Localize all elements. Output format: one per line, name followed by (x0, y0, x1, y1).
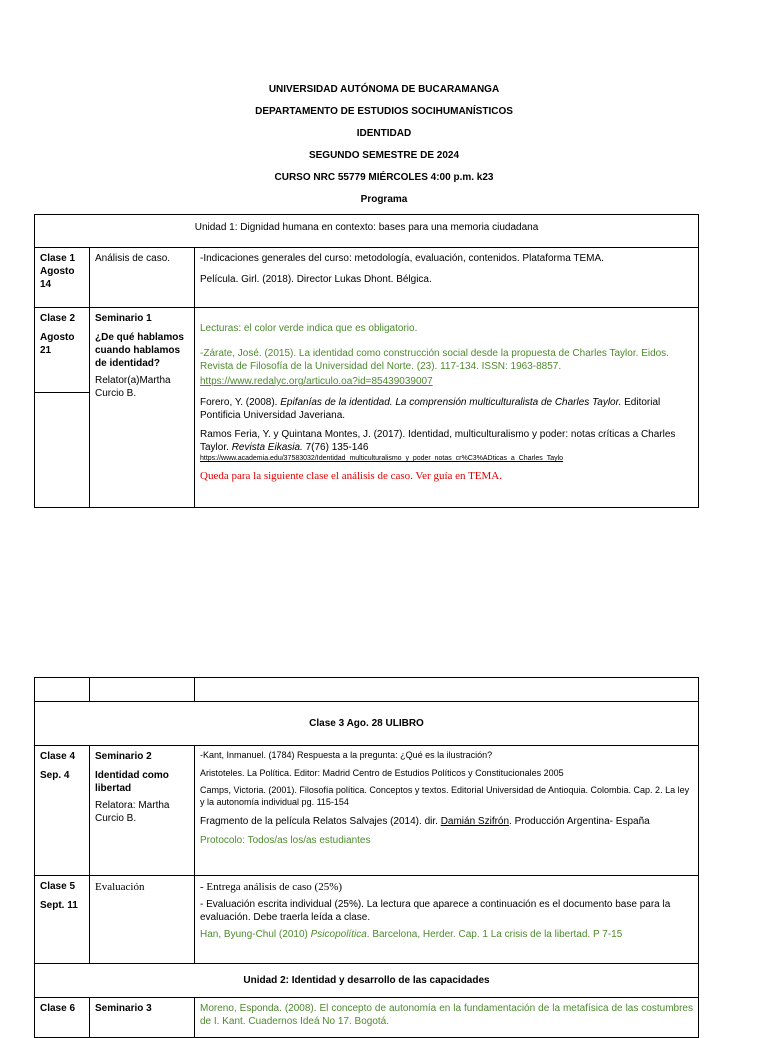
kant-reference: -Kant, Inmanuel. (1784) Respuesta a la pregunta: ¿Qué es la ilustración? (200, 750, 493, 760)
clase-4-day: Sep. 4 (40, 770, 70, 781)
protocolo-note: Protocolo: Todos/as los/as estudiantes (200, 834, 371, 846)
aristoteles-reference: Aristoteles. La Política. Editor: Madrid Centro de Estudios Políticos y Constitucionales 2005 (200, 767, 564, 778)
clase-5-date (35, 876, 90, 964)
seminario-1-label: Seminario 1 (95, 313, 152, 324)
clase-4-content (195, 746, 699, 876)
course-schedule: CURSO NRC 55779 MIÉRCOLES 4:00 p.m. k23 (274, 172, 494, 183)
program-table-1 (34, 214, 699, 508)
clase-4-date (35, 746, 90, 876)
clase-2-date (35, 308, 90, 508)
entrega-note: - Entrega análisis de caso (25%) (200, 881, 343, 893)
ramos-author: Ramos Feria, Y. y Quintana Montes, J. (2017). Identidad, multiculturalismo y poder: notas críticas a Charles Taylor. (200, 429, 676, 453)
university-name: UNIVERSIDAD AUTÓNOMA DE BUCARAMANGA (268, 84, 500, 95)
fragmento-production: . Producción Argentina- España (509, 815, 650, 827)
zarate-link[interactable]: https://www.redalyc.org/articulo.oa?id=85439039007 (200, 376, 433, 387)
moreno-reference: Moreno, Esponda. (2008). El concepto de autonomía en la fundamentación de la metafísica de las costumbres de I. Kant. Cuadernos Ideá No 17. Bogotá. (195, 998, 699, 1038)
clase-5-content (195, 876, 699, 964)
clase-2-content (195, 308, 699, 508)
ramos-reference (200, 428, 693, 454)
empty-cell-1 (35, 678, 90, 702)
seminario-2-topic: Identidad como libertad (95, 770, 169, 794)
forero-publisher: Editorial Pontificia Universidad Javeriana. (200, 397, 661, 421)
semester: SEGUNDO SEMESTRE DE 2024 (308, 150, 460, 161)
department-name: DEPARTAMENTO DE ESTUDIOS SOCIHUMANÍSTICOS (255, 106, 513, 117)
clase-6-activity: Seminario 3 (90, 998, 195, 1038)
clase-2-label: Clase 2 (40, 313, 76, 324)
clase-4-activity (90, 746, 195, 876)
clase-1-date: Clase 1 Agosto 14 (35, 248, 90, 308)
course-name: IDENTIDAD (356, 128, 412, 139)
clase-2-activity (90, 308, 195, 508)
seminario-2-relator: Relatora: Martha Curcio B. (95, 800, 170, 824)
seminario-1-topic: ¿De qué hablamos cuando hablamos de identidad? (95, 332, 184, 369)
forero-title: Epifanías de la identidad. La comprensión multiculturalista de Charles Taylor. (280, 397, 622, 408)
ramos-journal: Revista Eikasia. (231, 442, 303, 453)
ramos-link[interactable]: https://www.academia.edu/37583032/Identidad_multiculturalismo_y_poder_notas_cr%C3%ADticas_a_Charles_Taylo (200, 455, 564, 462)
ramos-pages: 7(76) 135-146 (302, 442, 369, 453)
unit-2-title: Unidad 2: Identidad y desarrollo de las capacidades (35, 964, 699, 998)
forero-author: Forero, Y. (2008). (200, 397, 281, 408)
evaluacion-note: - Evaluación escrita individual (25%). La lectura que aparece a continuación es el documento base para la evaluación. Debe traerla leída a clase. (200, 899, 671, 924)
program-table-2 (34, 677, 699, 1038)
clase-5-day: Sept. 11 (40, 900, 78, 911)
clase-6-date: Clase 6 (35, 998, 90, 1038)
fragmento-director: Damián Szifrón (440, 815, 510, 827)
empty-cell-2 (90, 678, 195, 702)
clase-5-label: Clase 5 (40, 881, 76, 892)
han-reference (200, 928, 693, 941)
program-title: Programa (360, 194, 408, 205)
clase-3-row: Clase 3 Ago. 28 ULIBRO (35, 702, 699, 746)
clase-1-content (195, 248, 699, 308)
han-title: Psicopolítica (310, 929, 367, 941)
han-chapter: . Barcelona, Herder. Cap. 1 La crisis de la libertad. P 7-15 (366, 929, 623, 941)
camps-reference: Camps, Victoria. (2001). Filosofía política. Conceptos y textos. Editorial Universidad de Antioquia. Colombia. Cap. 2. La ley y la autonomía individual pg. 115-154 (200, 785, 690, 808)
clase-1-activity: Análisis de caso. (90, 248, 195, 308)
empty-cell-3 (195, 678, 699, 702)
clase-4-label: Clase 4 (40, 751, 76, 762)
forero-reference (200, 396, 693, 422)
queda-note: Queda para la siguiente clase el análisis de caso. Ver guía en TEMA. (200, 470, 502, 483)
clase-5-activity: Evaluación (90, 876, 195, 964)
zarate-reference: -Zárate, José. (2015). La identidad como construcción social desde la propuesta de Charles Taylor. Eidos. Revista de Filosofía de la Universidad del Norte. (23). 117-134. ISSN: 1963-8857. (200, 348, 669, 372)
han-author: Han, Byung-Chul (2010) (200, 929, 311, 941)
film-girl: Película. Girl. (2018). Director Lukas Dhont. Bélgica. (200, 274, 432, 285)
lecturas-note: Lecturas: el color verde indica que es obligatorio. (200, 323, 418, 334)
seminario-2-label: Seminario 2 (95, 751, 152, 762)
fragmento-reference (200, 815, 693, 828)
unit-1-title: Unidad 1: Dignidad humana en contexto: bases para una memoria ciudadana (35, 215, 699, 248)
clase-2-day: Agosto 21 (40, 332, 75, 356)
course-indications: -Indicaciones generales del curso: metodología, evaluación, contenidos. Plataforma TEMA. (200, 253, 604, 264)
seminario-1-relator: Relator(a)Martha Curcio B. (95, 375, 171, 399)
fragmento-title: Fragmento de la película Relatos Salvajes (2014). dir. (200, 815, 441, 827)
